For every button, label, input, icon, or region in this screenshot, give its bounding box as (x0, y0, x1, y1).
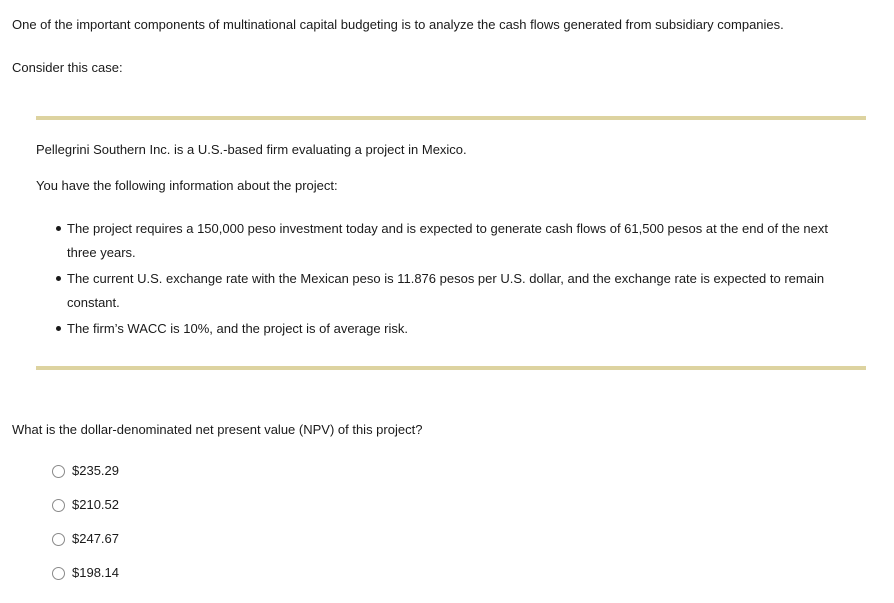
case-description: Pellegrini Southern Inc. is a U.S.-based firm evaluating a project in Mexico. (36, 142, 467, 157)
answer-option-label-3: $247.67 (72, 531, 119, 546)
project-info-list (55, 217, 855, 343)
consider-label: Consider this case: (12, 60, 123, 75)
radio-button-4[interactable] (52, 567, 65, 580)
intro-text: One of the important components of multinational capital budgeting is to analyze the cash flows generated from subsidiary companies. (12, 17, 784, 32)
answer-option-label-4: $198.14 (72, 565, 119, 580)
project-info-item-wacc: The firm’s WACC is 10%, and the project is of average risk. (55, 317, 855, 341)
case-top-divider (36, 116, 866, 120)
answer-option-2[interactable] (52, 495, 119, 515)
answer-option-1[interactable] (52, 461, 119, 481)
radio-button-1[interactable] (52, 465, 65, 478)
project-info-item-investment: The project requires a 150,000 peso investment today and is expected to generate cash flows of 61,500 pesos at the end of the next three years. (55, 217, 855, 265)
radio-button-3[interactable] (52, 533, 65, 546)
case-bottom-divider (36, 366, 866, 370)
project-info-item-exchange-rate: The current U.S. exchange rate with the Mexican peso is 11.876 pesos per U.S. dollar, and the exchange rate is expected to remain constant. (55, 267, 855, 315)
answer-option-label-2: $210.52 (72, 497, 119, 512)
case-info-intro: You have the following information about the project: (36, 178, 338, 193)
question-text: What is the dollar-denominated net present value (NPV) of this project? (12, 422, 423, 437)
answer-option-label-1: $235.29 (72, 463, 119, 478)
answer-options (52, 461, 119, 597)
answer-option-4[interactable] (52, 563, 119, 583)
radio-button-2[interactable] (52, 499, 65, 512)
answer-option-3[interactable] (52, 529, 119, 549)
